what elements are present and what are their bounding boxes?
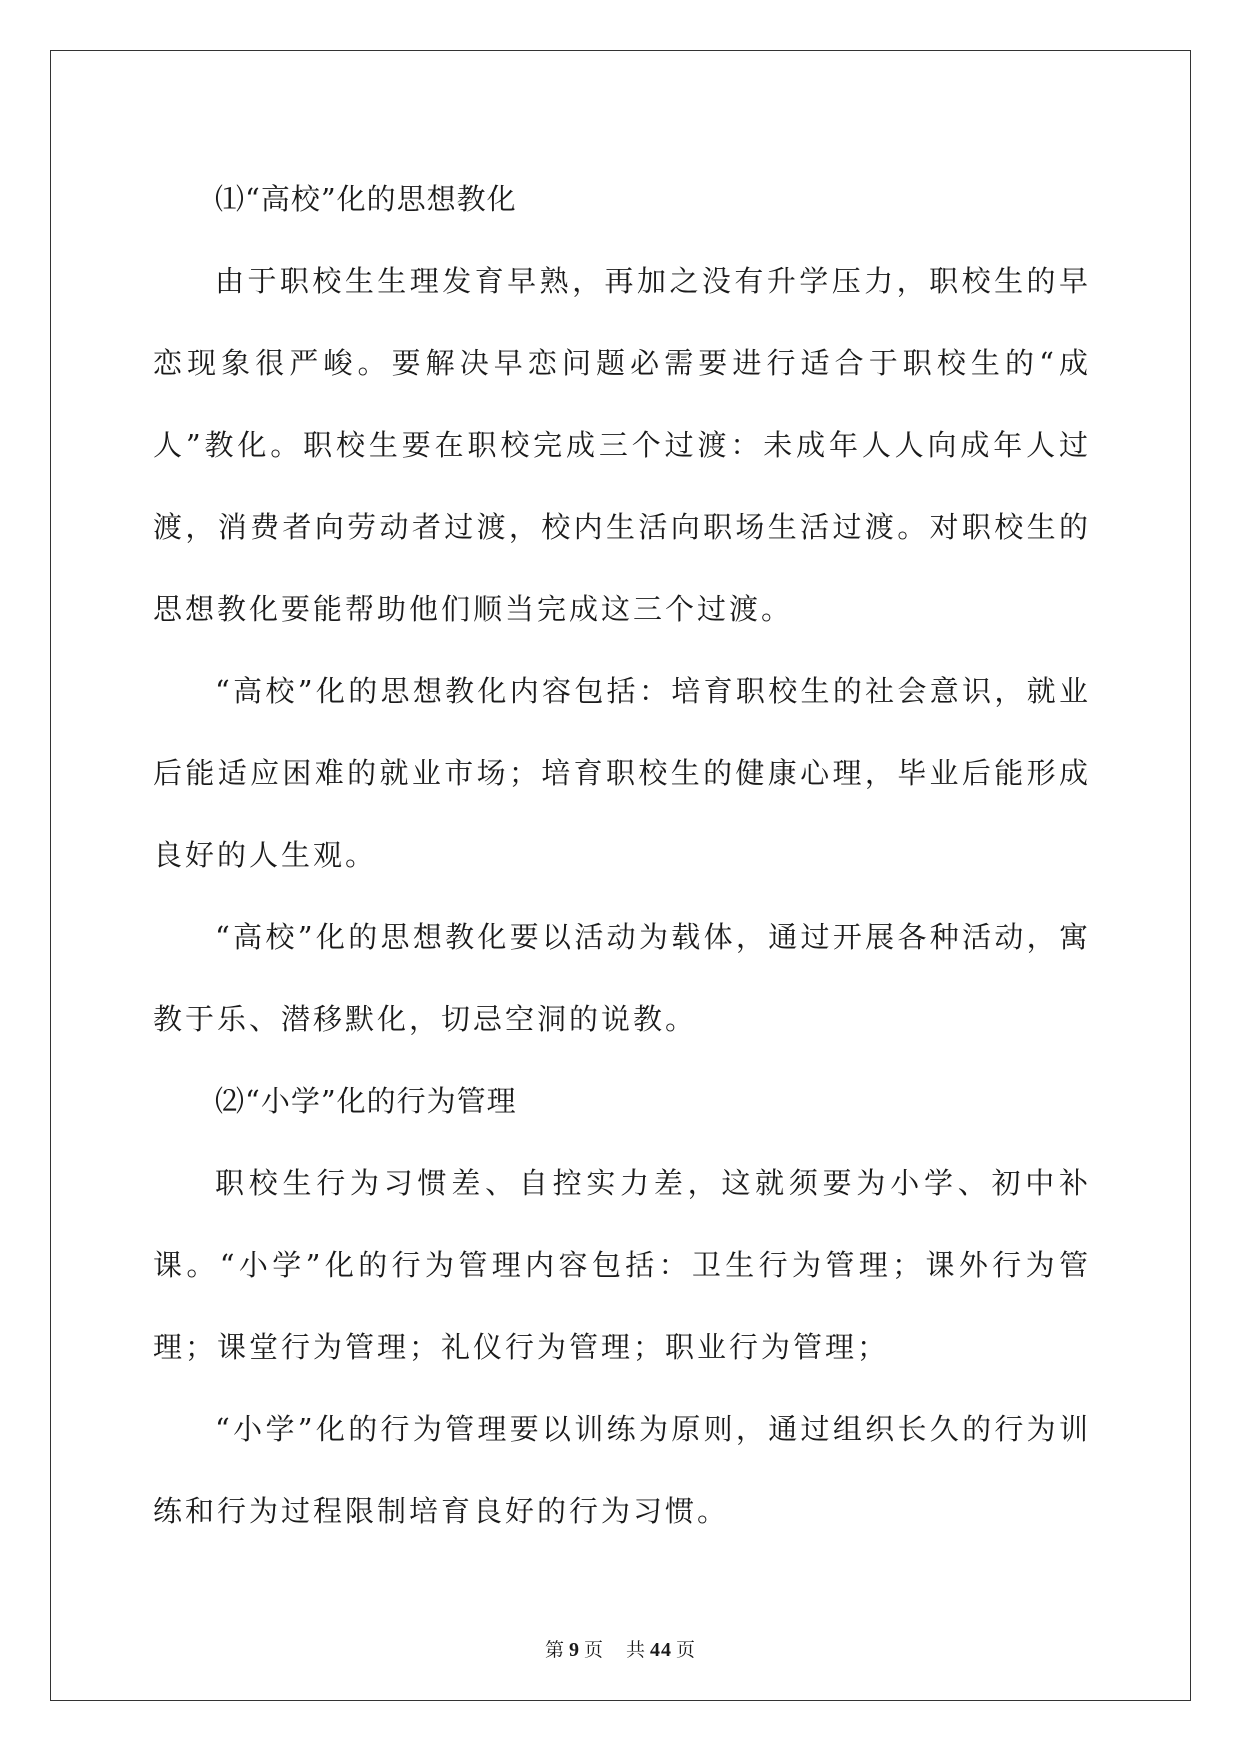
page-number: 9 [568,1639,580,1661]
body-paragraph-3: “高校”化的思想教化要以活动为载体，通过开展各种活动，寓教于乐、潜移默化，切忌空洞的说教。 [153,920,1091,1036]
document-body [153,158,1091,1552]
total-suffix: 页 [676,1639,697,1661]
section-heading-1: ⑴“高校”化的思想教化 [215,182,517,216]
body-paragraph-4: 职校生行为习惯差、自控实力差，这就须要为小学、初中补课。“小学”化的行为管理内容包括：卫生行为管理；课外行为管理；课堂行为管理；礼仪行为管理；职业行为管理； [153,1166,1091,1364]
page-footer [0,1635,1241,1662]
page-prefix: 第 [544,1639,565,1661]
total-pages: 44 [650,1639,673,1661]
total-prefix: 共 [626,1639,647,1661]
page-suffix: 页 [583,1639,604,1661]
body-paragraph-2: “高校”化的思想教化内容包括：培育职校生的社会意识，就业后能适应困难的就业市场；培育职校生的健康心理，毕业后能形成良好的人生观。 [153,674,1091,872]
body-paragraph-5: “小学”化的行为管理要以训练为原则，通过组织长久的行为训练和行为过程限制培育良好的行为习惯。 [153,1412,1091,1528]
section-heading-2: ⑵“小学”化的行为管理 [215,1084,517,1118]
body-paragraph-1: 由于职校生生理发育早熟，再加之没有升学压力，职校生的早恋现象很严峻。要解决早恋问题必需要进行适合于职校生的“成人”教化。职校生要在职校完成三个过渡：未成年人人向成年人过渡，消费者向劳动者过渡，校内生活向职场生活过渡。对职校生的思想教化要能帮助他们顺当完成这三个过渡。 [153,264,1091,626]
